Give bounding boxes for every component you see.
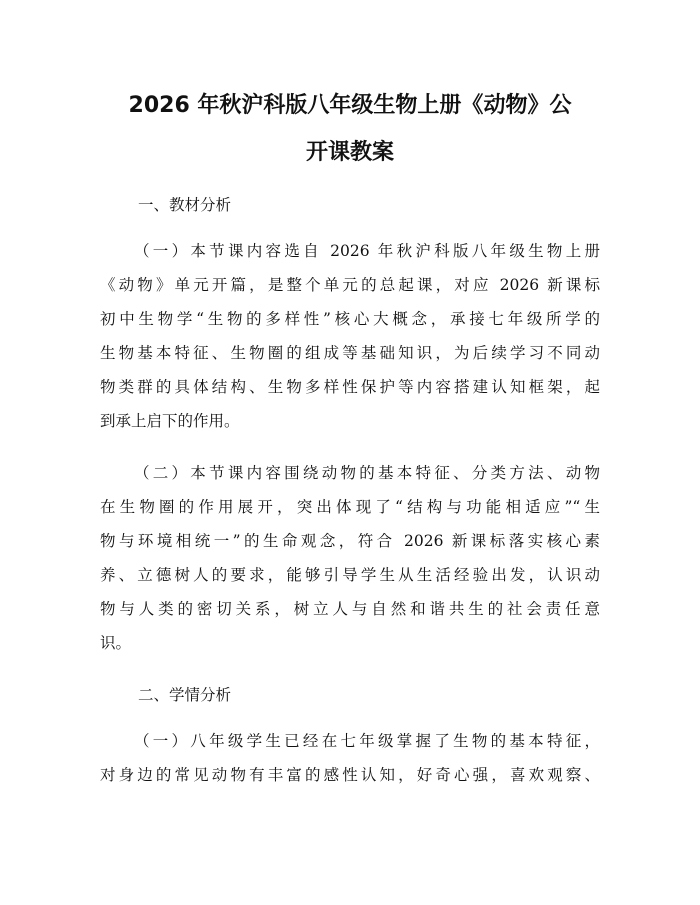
- document-title-line-2: 开课教案: [305, 140, 394, 165]
- paragraph-line: 对身边的常见动物有丰富的感性认知，好奇心强，喜欢观察、: [100, 766, 600, 784]
- paragraph-line: 养、立德树人的要求，能够引导学生从生活经验出发，认识动: [100, 566, 600, 584]
- paragraph-line: 物与人类的密切关系，树立人与自然和谐共生的社会责任意: [100, 600, 600, 618]
- paragraph-line: 在生物圈的作用展开，突出体现了“结构与功能相适应”“生: [100, 498, 600, 516]
- section-heading-student-analysis: 二、学情分析: [138, 686, 232, 704]
- paragraph-line: 物类群的具体结构、生物多样性保护等内容搭建认知框架，起: [100, 378, 600, 396]
- document-title-line-1: 2026 年秋沪科版八年级生物上册《动物》公: [128, 93, 572, 118]
- paragraph-line: 初中生物学“生物的多样性”核心大概念，承接七年级所学的: [100, 310, 600, 328]
- paragraph-line: 物与环境相统一”的生命观念，符合 2026 新课标落实核心素: [100, 532, 600, 550]
- paragraph-line: 到承上启下的作用。: [100, 412, 240, 430]
- paragraph-line: （二）本节课内容围绕动物的基本特征、分类方法、动物: [134, 464, 600, 482]
- paragraph-line: 生物基本特征、生物圈的组成等基础知识，为后续学习不同动: [100, 344, 600, 362]
- paragraph-line: 《动物》单元开篇，是整个单元的总起课，对应 2026 新课标: [100, 276, 600, 294]
- paragraph-line: （一）本节课内容选自 2026 年秋沪科版八年级生物上册: [134, 242, 600, 260]
- paragraph-line: （一）八年级学生已经在七年级掌握了生物的基本特征，: [134, 732, 600, 750]
- paragraph-line: 识。: [100, 634, 132, 652]
- section-heading-textbook-analysis: 一、教材分析: [138, 196, 232, 214]
